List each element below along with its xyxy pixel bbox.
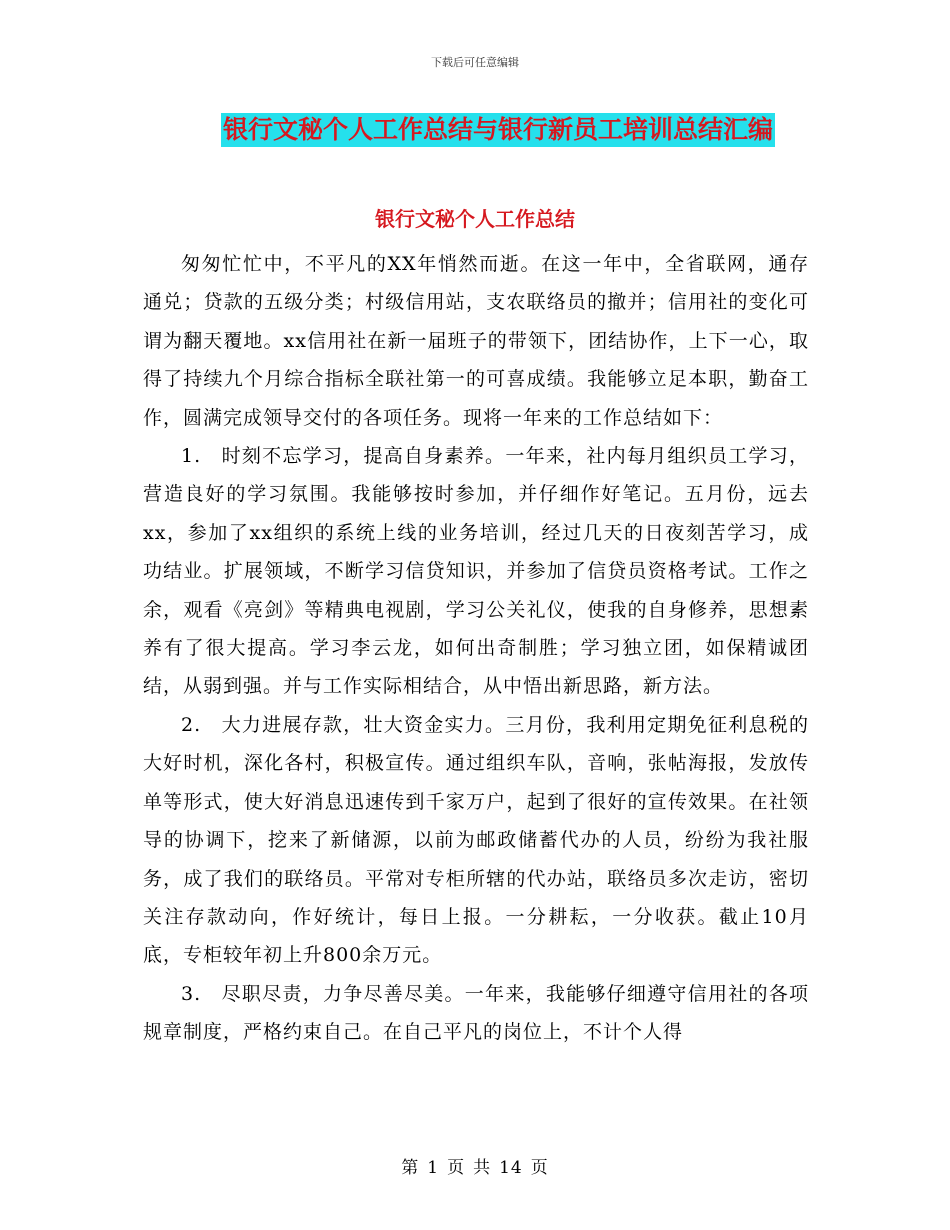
paragraph-intro: 匆匆忙忙中，不平凡的XX年悄然而逝。在这一年中，全省联网，通存通兑；贷款的五级分类；村级信用站，支农联络员的撤并；信用社的变化可谓为翻天覆地。xx信用社在新一届班子的带领下，团结协作，上下一心，取得了持续九个月综合指标全联社第一的可喜成绩。我能够立足本职，勤奋工作，圆满完成领导交付的各项任务。现将一年来的工作总结如下： <box>143 253 809 429</box>
doc-title: 银行文秘个人工作总结与银行新员工培训总结汇编 <box>221 113 775 147</box>
footer-prefix: 第 <box>401 1158 420 1178</box>
section-title: 银行文秘个人工作总结 <box>375 207 575 231</box>
page-footer <box>0 1153 950 1178</box>
footer-page-word: 页 <box>447 1158 466 1178</box>
paragraph-item-2: 2. 大力进展存款，壮大资金实力。三月份，我利用定期免征利息税的大好时机，深化各村，积极宣传。通过组织车队，音响，张帖海报，发放传单等形式，使大好消息迅速传到千家万户，起到了很好的宣传效果。在社领导的协调下，挖来了新储源，以前为邮政储蓄代办的人员，纷纷为我社服务，成了我们的联络员。平常对专柜所辖的代办站，联络员多次走访，密切关注存款动向，作好统计，每日上报。一分耕耘，一分收获。截止10月底，专柜较年初上升800余万元。 <box>143 713 809 967</box>
header-note: 下载后可任意编辑 <box>431 56 519 69</box>
footer-current-page: 1 <box>427 1158 440 1178</box>
paragraph-item-3: 3. 尽职尽责，力争尽善尽美。一年来，我能够仔细遵守信用社的各项规章制度，严格约束自己。在自己平凡的岗位上，不计个人得 <box>143 982 809 1044</box>
paragraph-item-1: 1. 时刻不忘学习，提高自身素养。一年来，社内每月组织员工学习，营造良好的学习氛围。我能够按时参加，并仔细作好笔记。五月份，远去xx，参加了xx组织的系统上线的业务培训，经过几天的日夜刻苦学习，成功结业。扩展领域，不断学习信贷知识，并参加了信贷员资格考试。工作之余，观看《亮剑》等精典电视剧，学习公关礼仪，使我的自身修养，思想素养有了很大提高。学习李云龙，如何出奇制胜；学习独立团，如保精诚团结，从弱到强。并与工作实际相结合，从中悟出新思路，新方法。 <box>143 445 809 698</box>
body-text <box>143 245 809 1052</box>
footer-total-pages: 14 <box>499 1158 523 1178</box>
footer-total-word: 共 <box>473 1158 492 1178</box>
footer-suffix: 页 <box>530 1158 549 1178</box>
doc-title-container <box>0 113 950 147</box>
